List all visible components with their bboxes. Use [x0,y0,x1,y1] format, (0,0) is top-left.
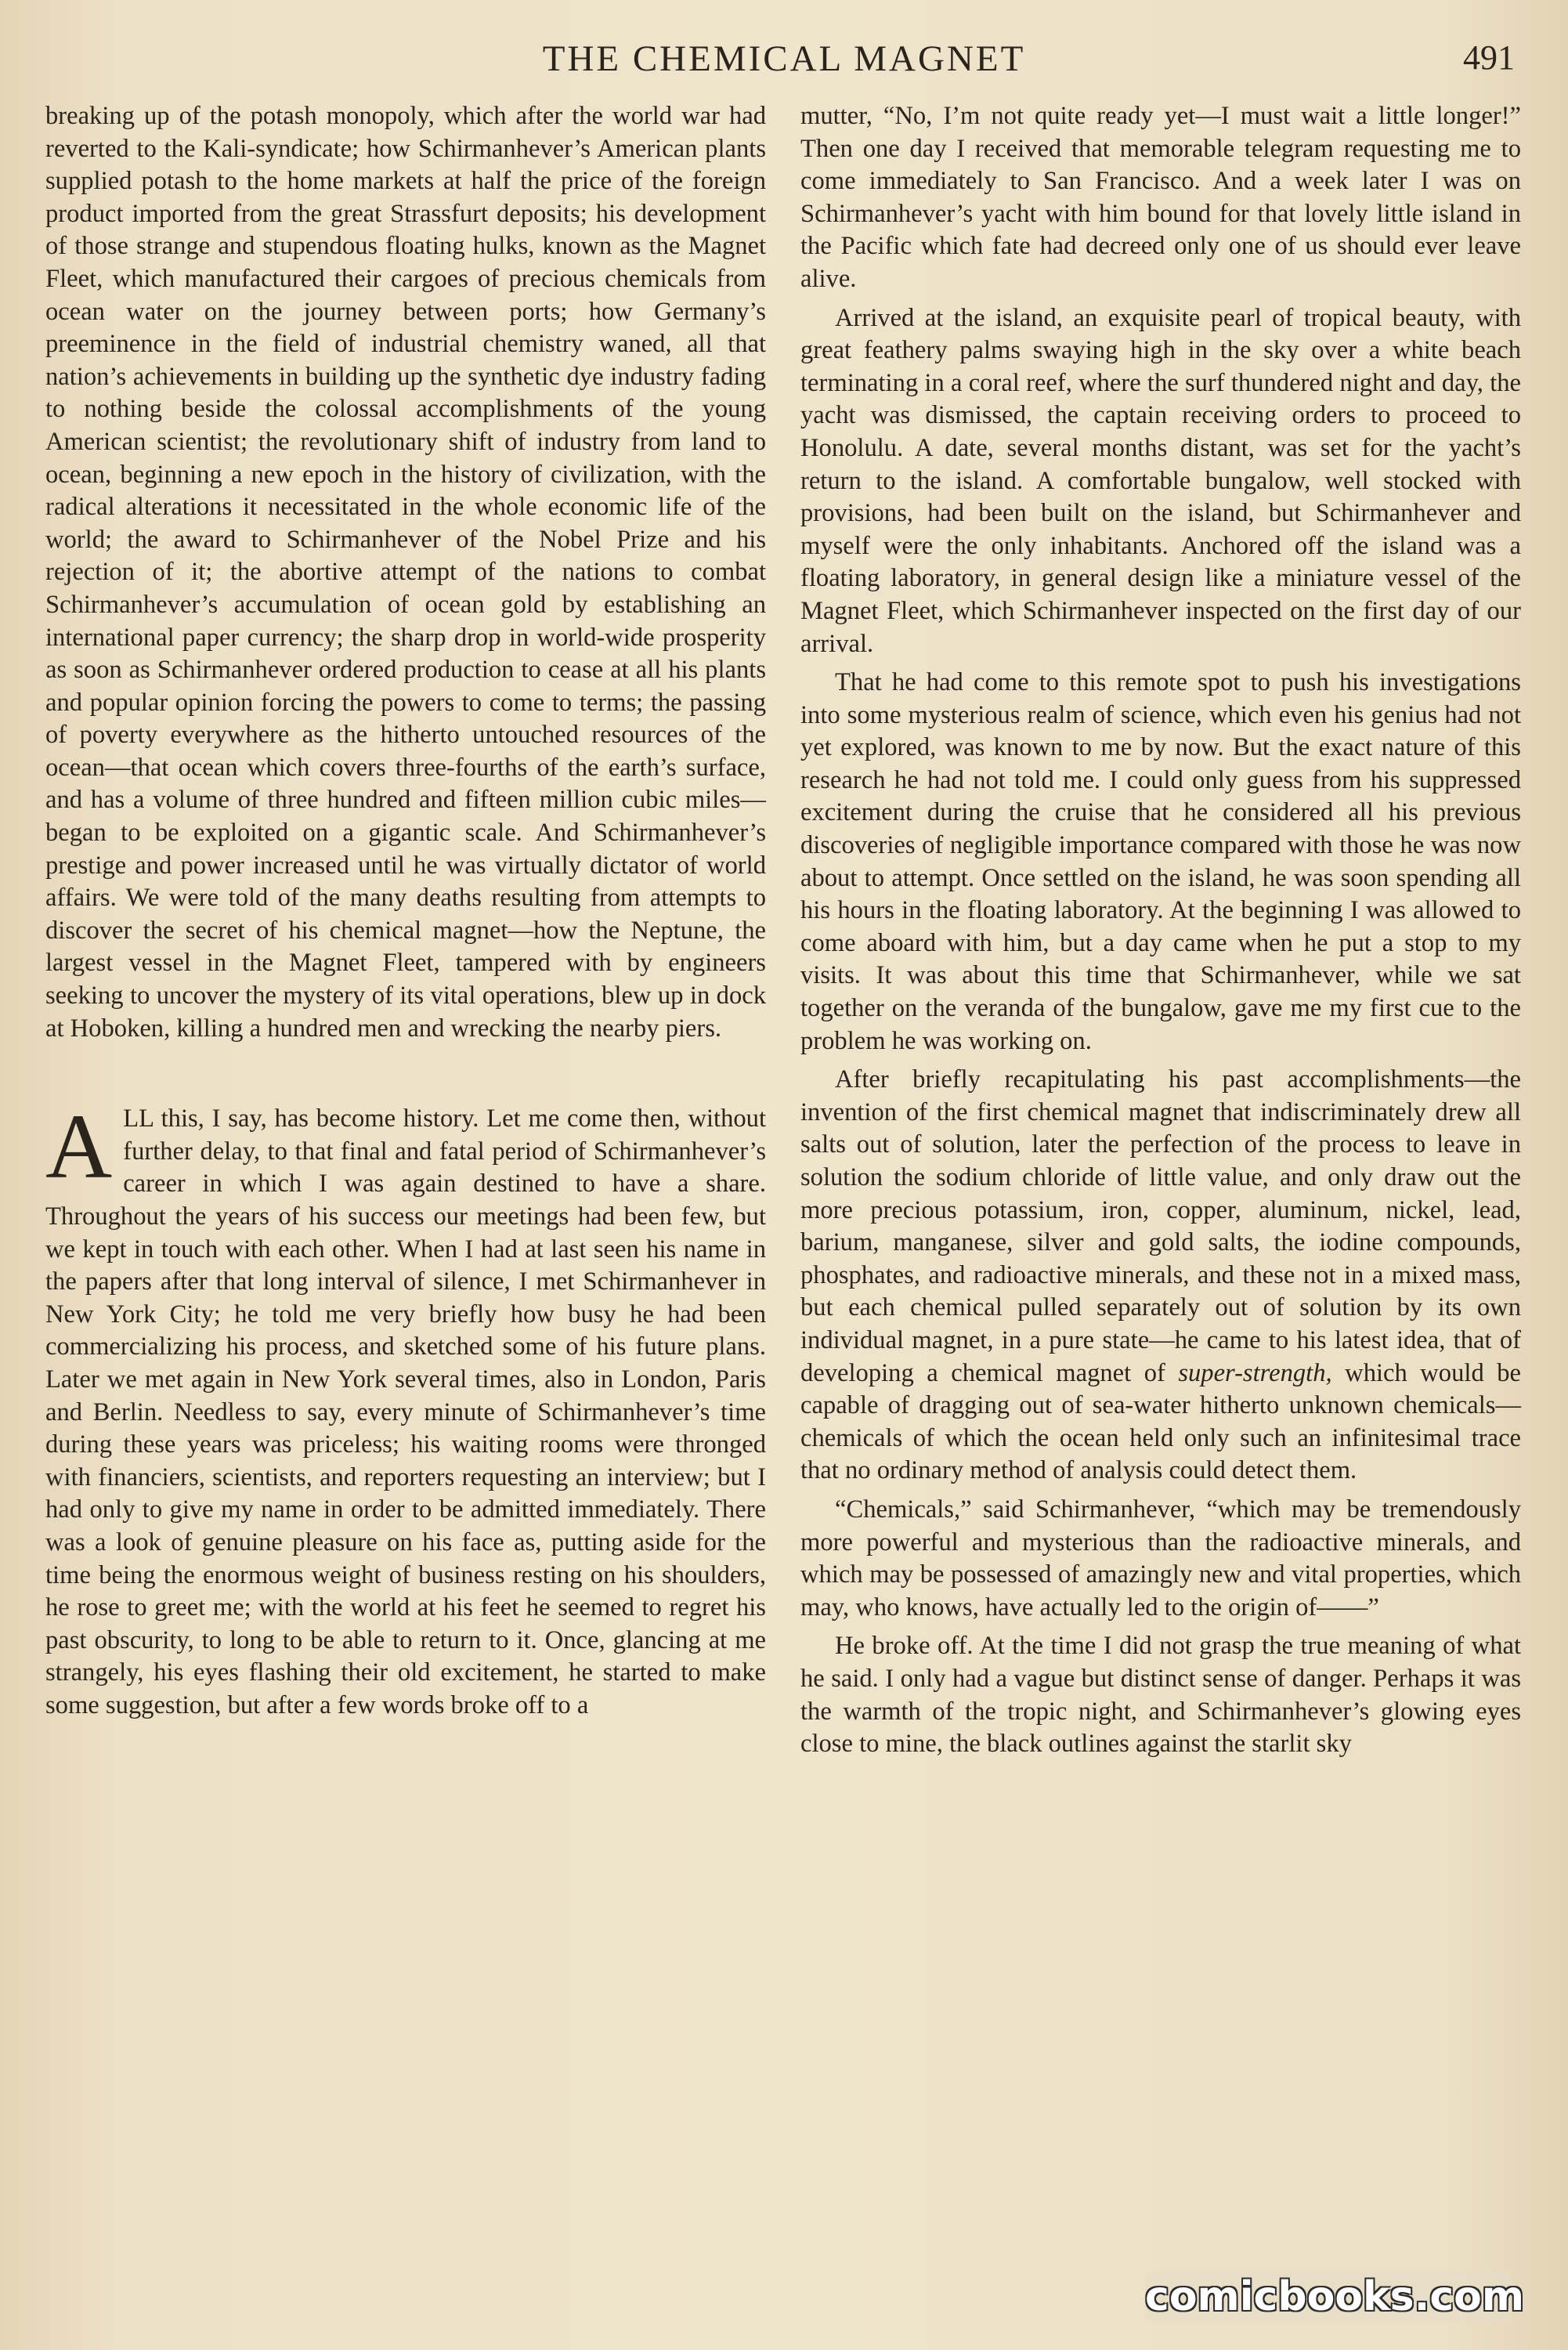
running-title: THE CHEMICAL MAGNET [542,38,1026,79]
left-column [45,100,766,1723]
paragraph: That he had come to this remote spot to push his investigations into some mysterious realm of science, which even his genius had not yet explored, was known to me by now. But the exact nature of this research he had not told me. I could only guess from his suppressed excitement during the cruise that he considered all his previous discoveries of negligible importance compared with those he was now about to attempt. Once settled on the island, he was soon spending all his hours in the floating laboratory. At the beginning I was allowed to come aboard with him, but a day came when he put a stop to my visits. It was about this time that Schirmanhever, while we sat together on the veranda of the bungalow, gave me my first cue to the problem he was working on. [800,668,1521,1055]
paragraph: mutter, “No, I’m not quite ready yet—I must wait a little longer!” Then one day I received that memorable telegram requesting me to come immediately to San Francisco. And a week later I was on Schirmanhever’s yacht with him bound for that lovely little island in the Pacific which fate had decreed only one of us should ever leave alive. [800,102,1521,293]
paragraph-text: LL this, I say, has become history. Let me come then, without further delay, to that final and fatal period of Schirmanhever’s career in which I was again destined to have a share. Throughout the years of his success our meetings had been few, but we kept in touch with each other. When I had at last seen his name in the papers after that long interval of silence, I met Schirmanhever in New York City; he told me very briefly how busy he had been commercializing his process, and sketched some of his future plans. Later we met again in New York several times, also in London, Paris and Berlin. Needless to say, every minute of Schirmanhever’s time during these years was priceless; his waiting rooms were thronged with financiers, scientists, and reporters requesting an interview; but I had only to give my name in order to be admitted immediately. There was a look of genuine pleasure on his face as, putting aside for the time being the enormous weight of business resting on his shoulders, he rose to greet me; with the world at his feet he seemed to regret his past obscurity, to long to be able to return to it. Once, glancing at me strangely, his eyes flashing their old excitement, he started to make some suggestion, but after a few words broke off to a [45,1104,766,1719]
paragraph-text: After briefly recapitulating his past accomplishments—the invention of the first chemical magnet that indiscriminately drew all salts out of solution, later the perfection of the process to leave in solution the sodium chloride of little value, and only draw out the more precious potassium, iron, copper, aluminum, nickel, lead, barium, manganese, silver and gold salts, the iodine compounds, phosphates, and radioactive minerals, and these not in a mixed mass, but each chemical pulled separately out of solution by its own individual magnet, in a pure state—he came to his latest idea, that of developing a chemical magnet of [800,1065,1521,1387]
drop-cap: A [45,1095,113,1198]
emphasis-text: super-strength, [1178,1358,1332,1387]
paragraph: breaking up of the potash monopoly, which after the world war had reverted to the Kali-syndicate; how Schirmanhever’s American plants supplied potash to the home markets at half the price of the foreign product imported from the great Strassfurt deposits; his development of those strange and stupendous floating hulks, known as the Magnet Fleet, which manufactured their cargoes of precious chemicals from ocean water on the journey between ports; how Germany’s preeminence in the field of industrial chemistry waned, all that nation’s achievements in building up the synthetic dye industry fading to nothing beside the colossal accomplishments of the young American scientist; the revolutionary shift of industry from land to ocean, beginning a new epoch in the history of civilization, with the radical alterations it necessitated in the whole economic life of the world; the award to Schirmanhever of the Nobel Prize and his rejection of it; the abortive attempt of the nations to combat Schirmanhever’s accumulation of ocean gold by establishing an international paper currency; the sharp drop in world-wide prosperity as soon as Schirmanhever ordered production to cease at all his plants and popular opinion forcing the powers to come to terms; the passing of poverty everywhere as the hitherto untouched resources of the ocean—that ocean which covers three-fourths of the earth’s surface, and has a volume of three hundred and fifteen million cubic miles—began to be exploited on a gigantic scale. And Schirmanhever’s prestige and power increased until he was virtually dictator of world affairs. We were told of the many deaths resulting from attempts to discover the secret of his chemical magnet—how the Neptune, the largest vessel in the Magnet Fleet, tampered with by engineers seeking to uncover the mystery of its vital operations, blew up in dock at Hoboken, killing a hundred men and wrecking the nearby piers. [45,102,766,1043]
paragraph-with-drop-cap [45,1095,766,1722]
paragraph: He broke off. At the time I did not grasp the true meaning of what he said. I only had a vague but distinct sense of danger. Perhaps it was the warmth of the tropic night, and Schirmanhever’s glowing eyes close to mine, the black outlines against the starlit sky [800,1632,1521,1759]
watermark-logo: comicbooks.com [1145,2273,1525,2320]
paragraph: “Chemicals,” said Schirmanhever, “which may be tremendously more powerful and mysterious than the radioactive minerals, and which may be possessed of amazingly new and vital properties, which may, who knows, have actually led to the origin of——” [800,1495,1521,1622]
paragraph [800,1064,1521,1488]
paragraph: Arrived at the island, an exquisite pearl of tropical beauty, with great feathery palms swaying high in the sky over a white beach terminating in a coral reef, where the surf thundered night and day, the yacht was dismissed, the captain receiving orders to proceed to Honolulu. A date, several months distant, was set for the yacht’s return to the island. A comfortable bungalow, well stocked with provisions, had been built on the island, but Schirmanhever and myself were the only inhabitants. Anchored off the island was a floating laboratory, in general design like a miniature vessel of the Magnet Fleet, which Schirmanhever inspected on the first day of our arrival. [800,303,1521,658]
page-number: 491 [1463,38,1515,77]
section-break [45,1045,766,1103]
right-column [800,100,1521,1761]
page-header [0,38,1568,100]
paragraph-text: which would be capable of dragging out of sea-water hitherto unknown chemicals—chemicals of which the ocean held only such an infinitesimal trace that no ordinary method of analysis could detect them. [800,1358,1521,1485]
